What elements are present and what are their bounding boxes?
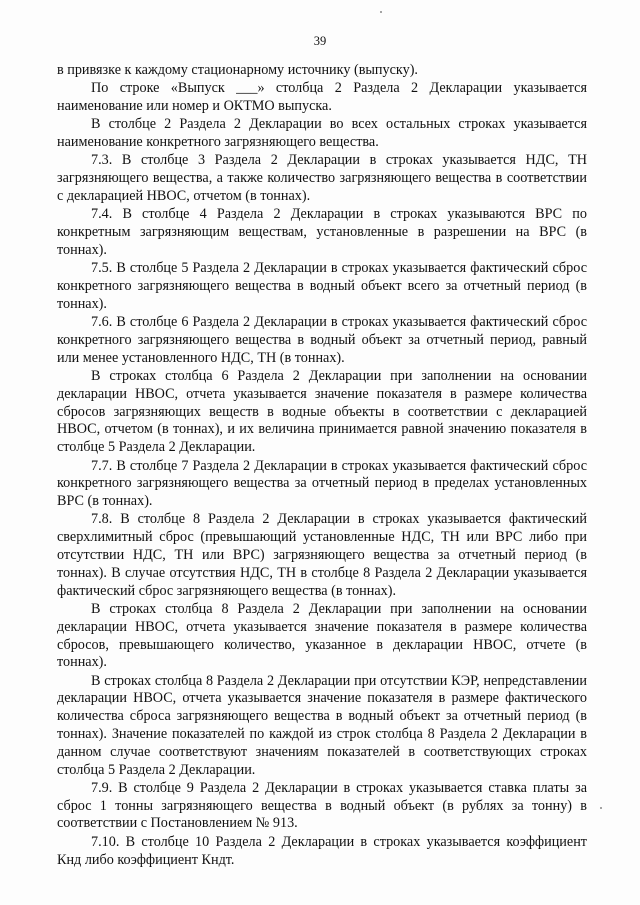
paragraph: В строках столбца 8 Раздела 2 Декларации при отсутствии КЭР, непредставлении декларации НВОС, отчета указывается значение показателя в размере фактического количества сброса загрязняющего вещества в водный объект за отчетный период (в тоннах). Значение показателей по каждой из строк столбца 8 Раздела 2 Декларации в данном случае соответствуют значениям показателей в соответствующих строках столбца 5 Раздела 2 Декларации.	[57, 672, 587, 778]
paragraph: 7.9. В столбце 9 Раздела 2 Декларации в строках указывается ставка платы за сброс 1 тонны загрязняющего вещества в водный объект (в рублях за тонну) в соответствии с Постановлением № 913.	[57, 779, 587, 832]
paragraph: По строке «Выпуск ___» столбца 2 Раздела 2 Декларации указывается наименование или номер и ОКТМО выпуска.	[57, 80, 587, 115]
paragraph: В строках столбца 8 Раздела 2 Декларации при заполнении на основании декларации НВОС, отчета указывается значение показателя в размере количества сбросов, превышающего количество, указанное в декларации НВОС, отчете (в тоннах).	[57, 600, 587, 671]
paragraph: 7.10. В столбце 10 Раздела 2 Декларации в строках указывается коэффициент Кнд либо коэффициент Кндт.	[57, 833, 587, 868]
paragraph: 7.3. В столбце 3 Раздела 2 Декларации в строках указывается НДС, ТН загрязняющего вещества, а также количество загрязняющего вещества в соответствии с декларацией НВОС, отчетом (в тоннах).	[57, 152, 587, 205]
paragraph: 7.5. В столбце 5 Раздела 2 Декларации в строках указывается фактический сброс конкретного загрязняющего вещества в водный объект всего за отчетный период (в тоннах).	[57, 260, 587, 312]
paragraph: 7.4. В столбце 4 Раздела 2 Декларации в строках указываются ВРС по конкретным загрязняющим веществам, установленные в разрешении на ВРС (в тоннах).	[57, 206, 587, 258]
scan-speck	[600, 807, 602, 809]
paragraph: В строках столбца 6 Раздела 2 Декларации при заполнении на основании декларации НВОС, отчета указывается значение показателя в размере количества сбросов загрязняющих веществ в водные объекты в соответствии с декларацией НВОС, отчетом (в тоннах), и их величина принимается равной значению показателя в столбце 5 Раздела 2 Декларации.	[57, 368, 587, 456]
page-number: 39	[313, 34, 327, 48]
scan-speck	[380, 11, 382, 13]
paragraph: 7.7. В столбце 7 Раздела 2 Декларации в строках указывается фактический сброс конкретного загрязняющего вещества за отчетный период в пределах установленных ВРС (в тоннах).	[57, 457, 587, 510]
paragraph: 7.6. В столбце 6 Раздела 2 Декларации в строках указывается фактический сброс конкретного загрязняющего вещества в водный объект за отчетный период, равный или менее установленного НДС, ТН (в тоннах).	[57, 314, 587, 366]
paragraph: в привязке к каждому стационарному источнику (выпуску).	[57, 62, 418, 78]
document-body	[57, 62, 587, 870]
paragraph: В столбце 2 Раздела 2 Декларации во всех остальных строках указывается наименование конкретного загрязняющего вещества.	[57, 116, 587, 151]
paragraph: 7.8. В столбце 8 Раздела 2 Декларации в строках указывается фактический сверхлимитный сброс (превышающий установленные НДС, ТН или ВРС либо при отсутствии НДС, ТН или ВРС) загрязняющего вещества за отчетный период (в тоннах). В случае отсутствия НДС, ТН в столбце 8 Раздела 2 Декларации указывается фактический сброс загрязняющего вещества (в тоннах).	[57, 511, 587, 599]
